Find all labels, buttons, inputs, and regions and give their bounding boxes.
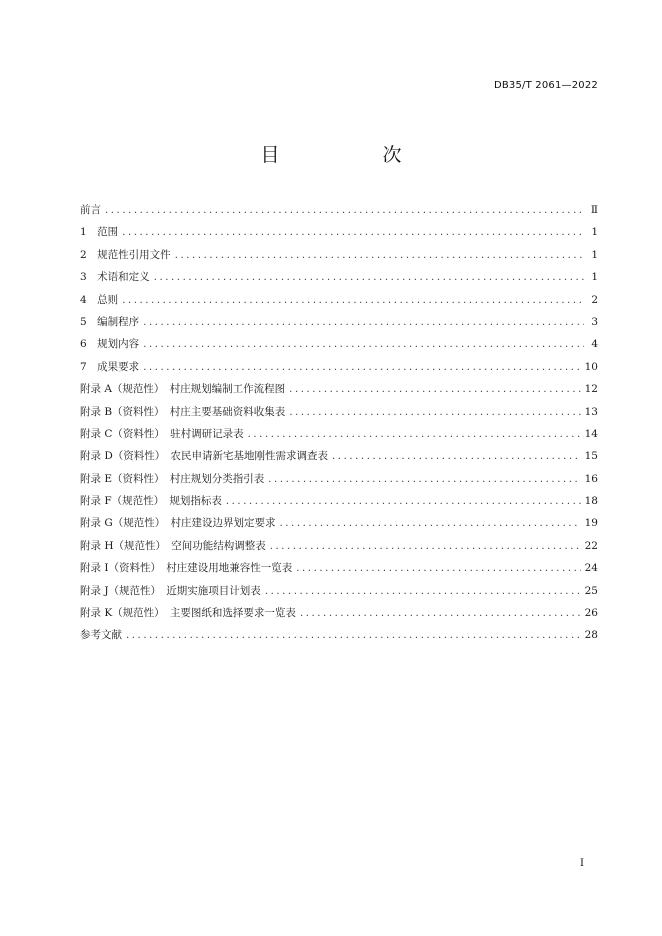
- toc-entry[interactable]: [80, 199, 598, 221]
- dot-leader: [143, 312, 584, 334]
- dot-leader: [126, 625, 581, 647]
- dot-leader: [154, 267, 584, 289]
- dot-leader: [122, 290, 584, 312]
- toc-entry-label: 附录 G（规范性） 村庄建设边界划定要求: [80, 517, 276, 530]
- toc-entry-page: 14: [584, 427, 598, 440]
- toc-entry-page: 22: [584, 539, 598, 552]
- toc-entry-label: 6 规划内容: [80, 338, 140, 351]
- toc-entry-page: 19: [584, 517, 598, 530]
- toc-entry-page: 16: [584, 472, 598, 485]
- toc-entry-page: 25: [584, 584, 598, 597]
- toc-entry-label: 附录 K（规范性） 主要图纸和选择要求一览表: [80, 607, 296, 620]
- dot-leader: [143, 334, 584, 356]
- toc-entry[interactable]: [80, 468, 598, 490]
- dot-leader: [122, 222, 584, 244]
- toc-entry-label: 5 编制程序: [80, 315, 140, 328]
- toc-entry-label: 附录 H（规范性） 空间功能结构调整表: [80, 539, 266, 552]
- toc-entry-label: 附录 C（资料性） 驻村调研记录表: [80, 427, 244, 440]
- toc-entry-page: 1: [591, 248, 598, 261]
- toc-entry[interactable]: [80, 602, 598, 624]
- toc-entry[interactable]: [80, 535, 598, 557]
- toc-entry[interactable]: [80, 580, 598, 602]
- toc-entry[interactable]: [80, 266, 598, 288]
- toc-entry-page: 2: [591, 293, 598, 306]
- toc-entry-label: 3 术语和定义: [80, 271, 150, 284]
- toc-entry[interactable]: [80, 512, 598, 534]
- toc-entry-label: 附录 F（规范性） 规划指标表: [80, 495, 222, 508]
- toc-entry[interactable]: [80, 221, 598, 243]
- toc-entry[interactable]: [80, 401, 598, 423]
- toc-entry-label: 前言: [80, 204, 101, 216]
- toc-entry-page: 28: [584, 629, 598, 642]
- toc-entry-page: 1: [591, 226, 598, 239]
- toc-entry-label: 2 规范性引用文件: [80, 248, 171, 261]
- toc-entry-label: 附录 A（规范性） 村庄规划编制工作流程图: [80, 383, 286, 396]
- toc-entry-label: 附录 I（资料性） 村庄建设用地兼容性一览表: [80, 562, 293, 575]
- toc-entry-label: 附录 B（资料性） 村庄主要基础资料收集表: [80, 405, 286, 418]
- dot-leader: [296, 558, 580, 580]
- toc-entry-page: 26: [584, 607, 598, 620]
- toc-entry[interactable]: [80, 333, 598, 355]
- toc-entry-label: 参考文献: [80, 629, 122, 642]
- dot-leader: [332, 446, 581, 468]
- toc-entry[interactable]: [80, 356, 598, 378]
- toc-entry-page: 1: [591, 271, 598, 284]
- toc-entry-label: 附录 D（资料性） 农民申请新宅基地刚性需求调查表: [80, 450, 329, 463]
- toc-entry-label: 7 成果要求: [80, 360, 140, 373]
- toc-entry-label: 附录 E（资料性） 村庄规划分类指引表: [80, 472, 265, 485]
- toc-entry-page: Ⅱ: [590, 204, 598, 216]
- toc-entry[interactable]: [80, 244, 598, 266]
- toc-entry-page: 3: [591, 315, 598, 328]
- toc-entry-page: 18: [584, 495, 598, 508]
- toc-entry-page: 10: [584, 360, 598, 373]
- toc-entry-page: 12: [584, 383, 598, 396]
- dot-leader: [268, 469, 580, 491]
- dot-leader: [143, 357, 580, 379]
- dot-leader: [226, 491, 581, 513]
- dot-leader: [279, 513, 580, 535]
- toc-entry-label: 附录 J（规范性） 近期实施项目计划表: [80, 584, 261, 597]
- dot-leader: [289, 379, 580, 401]
- toc-entry-page: 24: [584, 562, 598, 575]
- toc-entry-page: 13: [584, 405, 598, 418]
- dot-leader: [248, 424, 581, 446]
- dot-leader: [175, 245, 584, 267]
- dot-leader: [300, 603, 581, 625]
- footer-page-number: I: [580, 858, 584, 869]
- toc-entry[interactable]: [80, 445, 598, 467]
- toc-entry-page: 15: [584, 450, 598, 463]
- dot-leader: [265, 581, 581, 603]
- toc-entry-label: 1 范围: [80, 226, 119, 239]
- toc-entry[interactable]: [80, 557, 598, 579]
- toc-entry-page: 4: [591, 338, 598, 351]
- dot-leader: [289, 402, 580, 424]
- toc-entry-label: 4 总则: [80, 293, 119, 306]
- dot-leader: [105, 200, 584, 222]
- document-code: DB35/T 2061—2022: [493, 80, 598, 91]
- toc-entry[interactable]: [80, 490, 598, 512]
- toc-entry[interactable]: [80, 624, 598, 646]
- toc-entry[interactable]: [80, 378, 598, 400]
- toc-entry[interactable]: [80, 311, 598, 333]
- page-title: 目 次: [260, 144, 444, 166]
- table-of-contents: [80, 199, 598, 647]
- toc-entry[interactable]: [80, 289, 598, 311]
- toc-entry[interactable]: [80, 423, 598, 445]
- dot-leader: [270, 536, 581, 558]
